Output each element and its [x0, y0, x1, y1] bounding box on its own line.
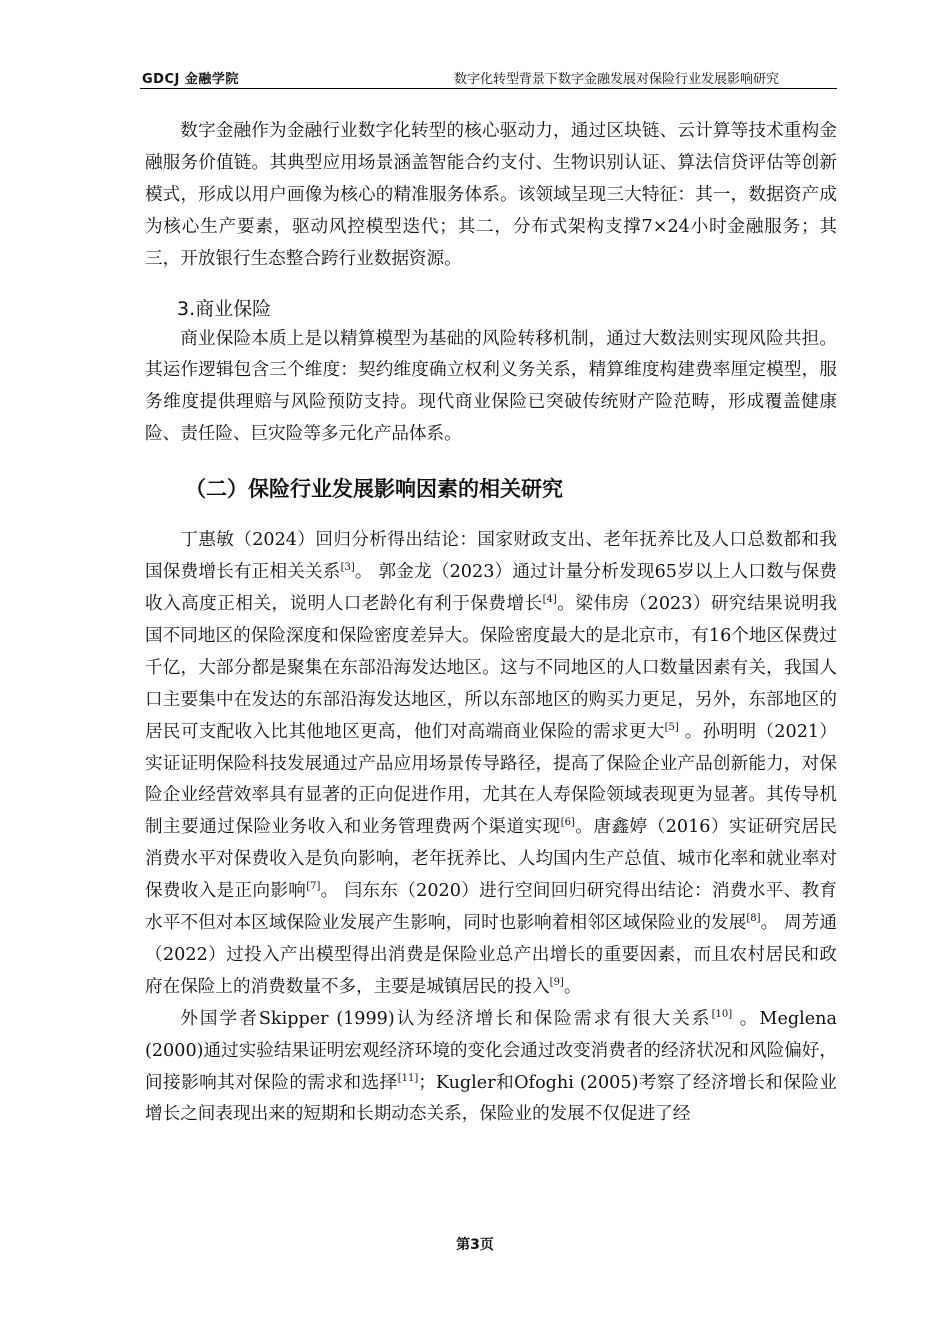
- text-segment: ；Kugler和Ofoghi (2005)考察了经济增长和保险业增长之间表现出来的短期和长期动态关系，保险业的发展不仅促进了经: [145, 1072, 837, 1125]
- text-segment: 外国学者Skipper (1999)认为经济增长和保险需求有很大关系: [180, 1008, 712, 1029]
- section-heading-influencing-factors: （二）保险行业发展影响因素的相关研究: [185, 477, 563, 502]
- citation-7: [7]: [306, 881, 321, 893]
- paragraph-foreign-research: [145, 1004, 837, 1132]
- paragraph-digital-finance: 数字金融作为金融行业数字化转型的核心驱动力，通过区块链、云计算等技术重构金融服务价值链。其典型应用场景涵盖智能合约支付、生物识别认证、算法信贷评估等创新模式，形成以用户画像为核心的精准服务体系。该领域呈现三大特征：其一，数据资产成为核心生产要素，驱动风控模型迭代；其二，分布式架构支撑7×24小时金融服务；其三，开放银行生态整合跨行业数据资源。: [145, 121, 837, 269]
- citation-6: [6]: [560, 817, 575, 829]
- citation-3: [3]: [340, 562, 355, 574]
- citation-9: [9]: [549, 976, 564, 988]
- paragraph-domestic-research: [145, 525, 837, 1004]
- citation-4: [4]: [542, 593, 557, 605]
- text-segment: 。Meglena (2000)通过实验结果证明宏观经济环境的变化会通过改变消费者的经济状况和风险偏好，间接影响其对保险的需求和选择: [145, 1008, 837, 1093]
- header-paper-title: 数字化转型背景下数字金融发展对保险行业发展影响研究: [453, 72, 779, 87]
- citation-5: [5]: [664, 721, 679, 733]
- text-segment: 丁惠敏（2024）回归分析得出结论：国家财政支出、老年抚养比及人口总数都和我国保费增长有正相关关系: [145, 530, 837, 583]
- text-segment: 。 周芳通（2022）过投入产出模型得出消费是保险业总产出增长的重要因素，而且农村居民和政府在保险上的消费数量不多，主要是城镇居民的投入: [145, 913, 837, 997]
- page-header: [140, 66, 837, 89]
- header-institute: GDCJ 金融学院: [142, 72, 239, 87]
- citation-8: [8]: [746, 913, 761, 925]
- section-title-commercial-insurance: 3.商业保险: [177, 297, 272, 320]
- text-segment: 。梁伟房（2023）研究结果说明我国不同地区的保险深度和保险密度差异大。保险密度最大的是北京市，有16个地区保费过千亿，大部分都是聚集在东部沿海发达地区。这与不同地区的人口数量因素有关，我国人口主要集中在发达的东部沿海发达地区，所以东部地区的购买力更足，另外，东部地区的居民可支配收入比其他地区更高，他们对高端商业保险的需求更大: [145, 593, 837, 742]
- paragraph-commercial-insurance: 商业保险本质上是以精算模型为基础的风险转移机制，通过大数法则实现风险共担。其运作逻辑包含三个维度：契约维度确立权利义务关系，精算维度构建费率厘定模型，服务维度提供理赔与风险预防支持。现代商业保险已突破传统财产险范畴，形成覆盖健康险、责任险、巨灾险等多元化产品体系。: [145, 328, 837, 445]
- text-segment: 。: [563, 976, 582, 997]
- page-content: [145, 116, 837, 1131]
- citation-11: [11]: [397, 1072, 419, 1084]
- citation-10: [10]: [711, 1008, 733, 1020]
- text-segment: 。 闫东东（2020）进行空间回归研究得出结论：消费水平、教育水平不但对本区域保险业发展产生影响，同时也影响着相邻区域保险业的发展: [145, 881, 837, 934]
- text-segment: 。唐鑫婷（2016）实证研究居民消费水平对保费收入是负向影响，老年抚养比、人均国内生产总值、城市化率和就业率对保费收入是正向影响: [145, 817, 837, 902]
- text-segment: 。孙明明（2021）实证证明保险科技发展通过产品应用场景传导路径，提高了保险企业产品创新能力，对保险企业经营效率具有显著的正向促进作用，尤其在人寿保险领域表现更为显著。其传导机制主要通过保险业务收入和业务管理费两个渠道实现: [145, 721, 837, 838]
- text-segment: 。 郭金龙（2023）通过计量分析发现65岁以上人口数与保费收入高度正相关，说明人口老龄化有利于保费增长: [145, 562, 837, 614]
- page-number: 第3页: [456, 1237, 494, 1253]
